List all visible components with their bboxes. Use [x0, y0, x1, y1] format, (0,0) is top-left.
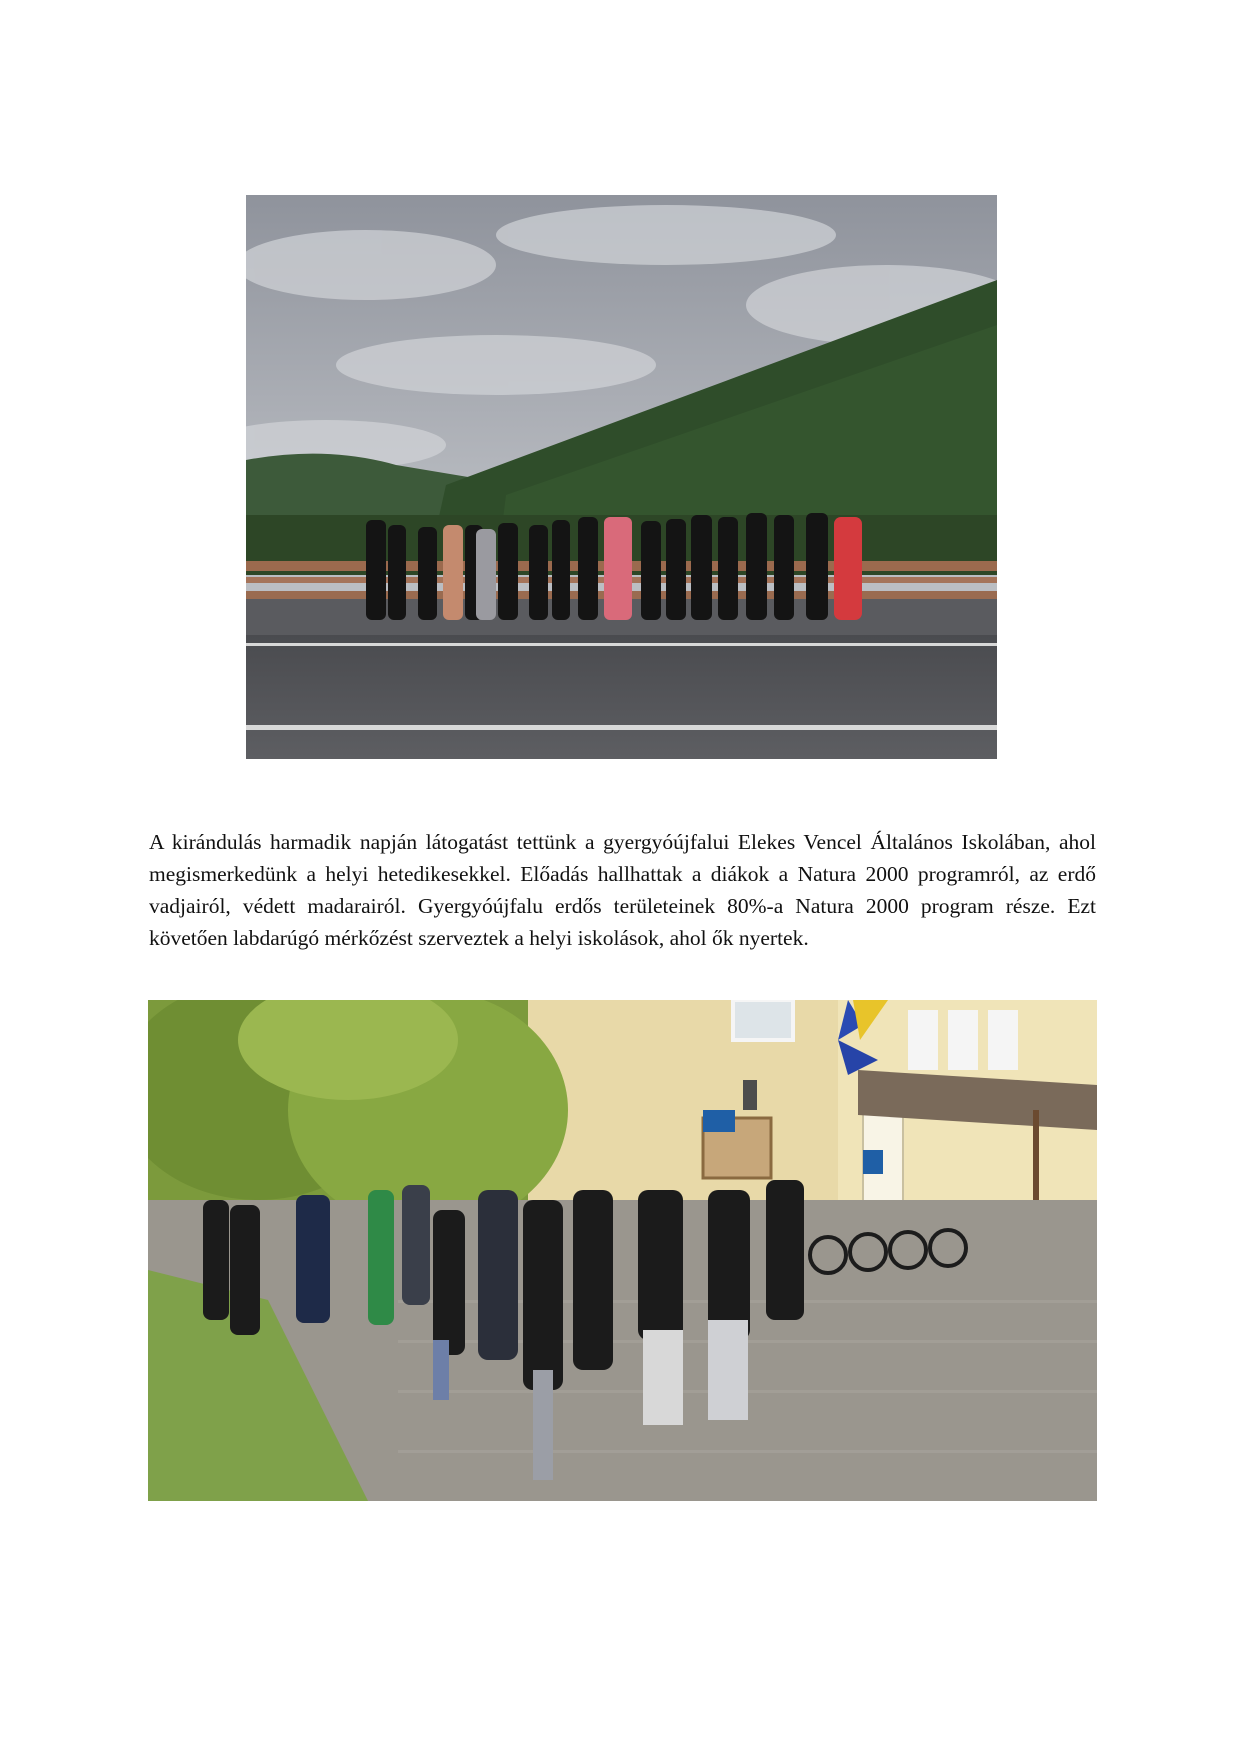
body-paragraph: A kirándulás harmadik napján látogatást tettünk a gyergyóújfalui Elekes Vencel Általános Iskolában, ahol megismerkedünk a helyi hetedikesekkel. Előadás hallhattak a diákok a Natura 2000 programról, az erdő vadjairól, védett madarairól. Gyergyóújfalu erdős területeinek 80%-a Natura 2000 program része. Ezt követően labdarúgó mérkőzést szerveztek a helyi iskolások, ahol ők nyertek. — [149, 830, 1096, 950]
group-photo-bridge — [246, 195, 997, 759]
school-courtyard-photo — [148, 1000, 1097, 1501]
